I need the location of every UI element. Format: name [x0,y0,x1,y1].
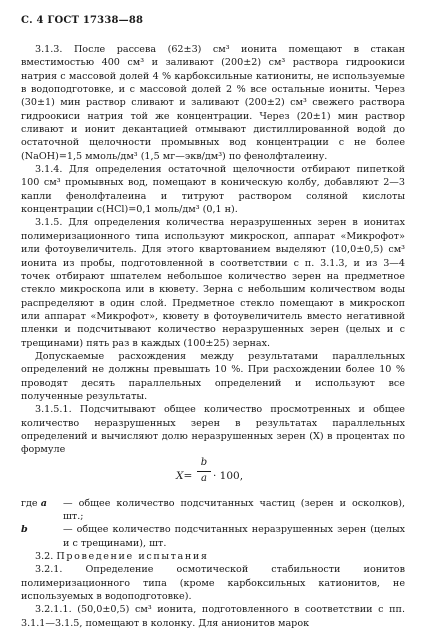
formula-numerator: b [200,456,208,468]
paragraph-3-1-5: 3.1.5. Для определения количества неразрушенных зерен в ионитах полимеризационного типа используют микроскоп, аппарат «Микрофот» или фотоувеличитель. Для этого квартованием выделяют (10,0±0,5) см³ ионита из пробы, подготовленной в соответствии с п. 3.1.3, и из 3—4 точек отбирают шпателем небольшое количество зерен на предметное стекло микроскопа или в кювету. Зерна с небольшим количеством воды распределяют в один слой. Предметное стекло помещают в микроскоп или аппарат «Микрофот», кювету в фотоувеличитель вместо негативной пленки и подсчитывают количество неразрушенных зерен (целых и с трещинами) пять раз в каждых (100±25) зернах. [21,217,405,349]
paragraph-3-1-4: 3.1.4. Для определения остаточной щелочности отбирают пипеткой 100 см³ промывных вод, помещают в коническую колбу, добавляют 2—3 капли фенолфталеина и титруют раствором соляной кислоты концентрации с(HCl)=0,1 моль/дм³ (0,1 н). [21,164,405,216]
formula-x [21,457,405,497]
page-header: С. 4 ГОСТ 17338—88 [21,15,144,26]
definition-symbol: a [40,497,47,509]
definition-symbol: b [21,524,28,536]
section-3-2-heading [21,550,405,563]
paragraph-3-1-3: 3.1.3. После рассева (62±3) см³ ионита помещают в стакан вместимостью 400 см³ и заливают (200±2) см³ раствора гидроокиси натрия с массовой долей 4 % карбоксильные катиониты, не используемые в водоподготовке, и с массовой долей 2 % все остальные иониты. Через (30±1) мин раствор сливают и заливают (200±2) см³ свежего раствора гидроокиси натрия той же концентрации. Через (20±1) мин раствор сливают и ионит декантацией отмывают дистиллированной водой до остаточной щелочности промывных вод концентрации с не более (NaOH)=1,5 ммоль/дм³ (1,5 мг—экв/дм³) по фенолфталеину. [21,44,405,162]
section-title: Проведение испытания [56,551,209,563]
paragraph-discrepancy: Допускаемые расхождения между результатами параллельных определений не должны превышать 10 %. При расхождении более 10 % проводят десять параллельных определений и используют все полученные результаты. [21,350,405,402]
definition-label [21,523,63,550]
paragraph-3-2-1: 3.2.1. Определение осмотической стабильности ионитов полимеризационного типа (кроме карбоксильных катионитов, не используемых в водоподготовке). [21,564,405,603]
formula-lhs: X= [176,469,193,482]
definition-list [21,497,405,550]
definition-label [21,497,63,524]
definition-a [21,497,405,524]
formula-denominator: a [201,472,207,484]
fraction-bar [197,471,211,472]
formula-rhs: · 100, [213,469,244,482]
definition-prefix: где [21,497,38,509]
definition-text: — общее количество подсчитанных частиц (зерен и осколков), шт.; [63,497,405,522]
section-number: 3.2. [35,551,57,563]
definition-b [21,523,405,550]
paragraph-3-2-1-1: 3.2.1.1. (50,0±0,5) см³ ионита, подготовленного в соответствии с пп. 3.1.1—3.1.5, помещают в колонку. Для анионитов марок [21,604,405,629]
paragraph-3-1-5-1: 3.1.5.1. Подсчитывают общее количество просмотренных и общее количество неразрушенных зерен в результатах параллельных определений и вычисляют долю неразрушенных зерен (X) в процентах по формуле [21,404,405,456]
document-body [21,43,405,630]
formula-fraction [197,457,211,485]
definition-text: — общее количество подсчитанных неразрушенных зерен (целых и с трещинами), шт. [63,524,405,549]
